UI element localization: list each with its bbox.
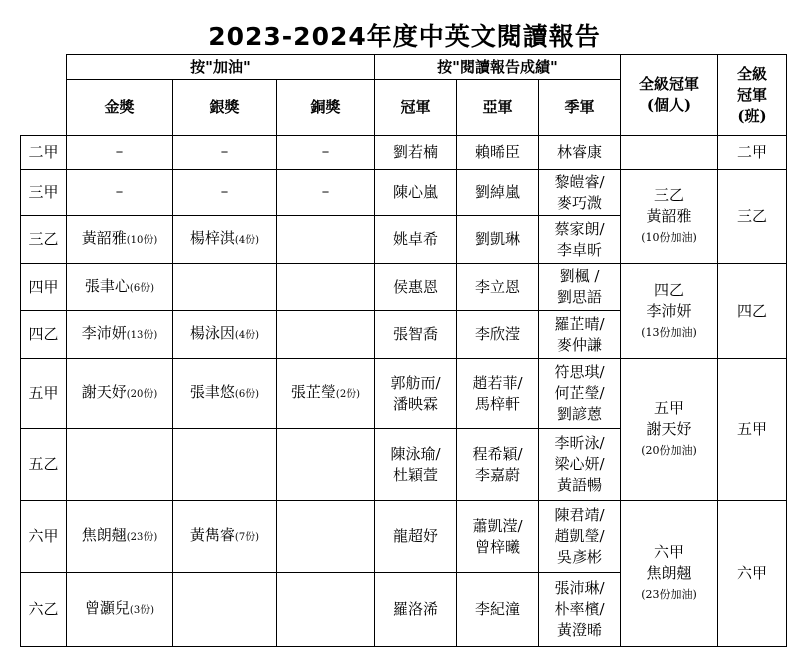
award-name: 黃韶雅	[81, 229, 127, 247]
award-count: (13份)	[126, 330, 158, 341]
award-cell-gold	[67, 573, 173, 647]
student-name: 陳心嵐	[392, 183, 438, 201]
student-name: 李昕泳/	[554, 434, 605, 452]
award-name: –	[321, 182, 330, 200]
student-name: 趙凱瑩/	[554, 527, 605, 545]
student-name: 羅洛浠	[392, 600, 438, 618]
header-grade-class: 全級 冠軍 (班)	[718, 55, 787, 136]
award-cell-bronze	[277, 429, 375, 501]
result-cell-champion	[375, 136, 457, 170]
award-name: 楊泳因	[189, 324, 235, 342]
student-name: 劉思語	[556, 288, 602, 306]
student-name: 何芷瑩/	[554, 384, 605, 402]
student-name: 潘映霖	[392, 394, 438, 413]
report-title: 2023-2024年度中英文閱讀報告	[208, 22, 601, 51]
corner-cell	[21, 55, 67, 136]
student-name: 李嘉蔚	[474, 465, 520, 484]
class-label: 二甲	[21, 136, 67, 170]
grade-individual-cell	[621, 264, 718, 359]
award-name: 曾灝兒	[84, 599, 130, 617]
student-name: 陳泳瑜/	[390, 444, 441, 463]
header-third: 季軍	[539, 80, 621, 136]
result-cell-third	[539, 264, 621, 311]
student-name: 麥仲謙	[556, 335, 602, 354]
result-cell-third	[539, 429, 621, 501]
award-name: 張芷瑩	[290, 383, 336, 401]
grade-class-cell: 四乙	[718, 264, 787, 359]
award-name: –	[220, 142, 229, 160]
result-cell-champion	[375, 170, 457, 216]
result-cell-runner_up	[457, 573, 539, 647]
result-cell-champion	[375, 311, 457, 359]
award-count: (4份)	[234, 235, 260, 246]
table-row	[21, 359, 787, 429]
student-name: 姚卓希	[392, 230, 438, 248]
award-cell-bronze	[277, 216, 375, 264]
result-cell-runner_up	[457, 311, 539, 359]
result-cell-champion	[375, 264, 457, 311]
award-cell-silver	[173, 216, 277, 264]
table-row	[21, 170, 787, 216]
student-name: 麥巧溦	[556, 193, 602, 212]
header-champion: 冠軍	[375, 80, 457, 136]
student-name: 李卓昕	[556, 240, 602, 259]
student-name: 蕭凱滢/	[472, 516, 523, 535]
award-count: (7份)	[234, 532, 260, 543]
award-count: (4份)	[234, 330, 260, 341]
award-cell-gold	[67, 359, 173, 429]
award-name: 楊梓淇	[189, 229, 235, 247]
award-cell-silver	[173, 501, 277, 573]
reading-report-table	[20, 54, 787, 647]
award-cell-silver	[173, 264, 277, 311]
grade-individual-cell	[621, 136, 718, 170]
award-cell-bronze	[277, 359, 375, 429]
grade-individual-class: 三乙	[653, 186, 684, 204]
award-name: 張聿悠	[189, 383, 235, 401]
student-name: 李欣滢	[474, 325, 520, 343]
result-cell-third	[539, 216, 621, 264]
grade-individual-note: (20份加油)	[641, 444, 697, 457]
result-cell-runner_up	[457, 136, 539, 170]
result-cell-champion	[375, 573, 457, 647]
award-count: (20份)	[126, 389, 158, 400]
student-name: 李紀潼	[474, 600, 520, 618]
class-label: 四甲	[21, 264, 67, 311]
student-name: 趙若菲/	[472, 373, 523, 392]
class-label: 六甲	[21, 501, 67, 573]
grade-individual-name: 李沛妍	[646, 301, 692, 320]
student-name: 程希穎/	[472, 444, 523, 463]
student-name: 劉若楠	[392, 143, 438, 161]
student-name: 龍超妤	[392, 527, 438, 545]
result-cell-third	[539, 170, 621, 216]
student-name: 李立恩	[474, 277, 520, 296]
student-name: 蔡家朗/	[554, 219, 605, 238]
grade-individual-cell	[621, 501, 718, 647]
header-gold: 金獎	[67, 80, 173, 136]
grade-class-cell: 二甲	[718, 136, 787, 170]
grade-individual-class: 四乙	[653, 280, 684, 299]
award-cell-silver	[173, 136, 277, 170]
grade-individual-cell	[621, 170, 718, 264]
award-count: (10份)	[126, 235, 158, 246]
result-cell-runner_up	[457, 359, 539, 429]
award-cell-gold	[67, 501, 173, 573]
award-cell-silver	[173, 311, 277, 359]
student-name: 梁心妍/	[554, 455, 605, 473]
student-name: 郭舫而/	[390, 373, 441, 392]
student-name: 黎皚睿/	[554, 172, 605, 191]
award-cell-gold	[67, 136, 173, 170]
student-name: 張智喬	[392, 325, 438, 343]
student-name: 曾梓曦	[474, 537, 520, 556]
award-cell-bronze	[277, 311, 375, 359]
student-name: 符思琪/	[554, 363, 605, 381]
result-cell-third	[539, 311, 621, 359]
group-header-report: 按"閱讀報告成績"	[375, 55, 621, 80]
award-cell-bronze	[277, 136, 375, 170]
award-name: 焦朗翹	[81, 526, 127, 544]
award-cell-bronze	[277, 264, 375, 311]
award-name: 張聿心	[84, 276, 130, 295]
result-cell-runner_up	[457, 170, 539, 216]
student-name: 侯惠恩	[392, 277, 438, 296]
result-cell-third	[539, 359, 621, 429]
award-cell-gold	[67, 216, 173, 264]
result-cell-third	[539, 136, 621, 170]
class-label: 六乙	[21, 573, 67, 647]
award-count: (3份)	[129, 605, 155, 616]
student-name: 黃語暢	[556, 476, 602, 494]
result-cell-third	[539, 501, 621, 573]
result-cell-runner_up	[457, 216, 539, 264]
award-name: –	[220, 182, 229, 200]
grade-individual-class: 六甲	[653, 543, 684, 561]
result-cell-champion	[375, 216, 457, 264]
grade-individual-class: 五甲	[653, 399, 684, 417]
result-cell-champion	[375, 501, 457, 573]
student-name: 吳彥彬	[556, 548, 602, 566]
grade-individual-name: 謝天妤	[646, 420, 692, 438]
award-cell-gold	[67, 264, 173, 311]
table-row	[21, 264, 787, 311]
result-cell-champion	[375, 429, 457, 501]
table-row	[21, 136, 787, 170]
class-label: 三甲	[21, 170, 67, 216]
award-cell-gold	[67, 429, 173, 501]
student-name: 張沛琳/	[554, 579, 605, 597]
group-header-cheer: 按"加油"	[67, 55, 375, 80]
award-name: –	[321, 142, 330, 160]
award-cell-silver	[173, 170, 277, 216]
class-label: 五乙	[21, 429, 67, 501]
student-name: 劉楓 /	[559, 267, 600, 285]
award-count: (23份)	[126, 532, 158, 543]
award-count: (6份)	[234, 389, 260, 400]
award-cell-silver	[173, 429, 277, 501]
award-cell-bronze	[277, 573, 375, 647]
award-name: –	[115, 142, 124, 160]
grade-individual-name: 黃韶雅	[646, 207, 692, 225]
student-name: 杜穎萱	[392, 465, 438, 484]
student-name: 林睿康	[556, 143, 602, 161]
grade-individual-cell	[621, 359, 718, 501]
student-name: 黃澄晞	[556, 621, 602, 639]
class-label: 五甲	[21, 359, 67, 429]
award-name: 李沛妍	[81, 324, 127, 342]
grade-class-cell: 五甲	[718, 359, 787, 501]
award-count: (6份)	[129, 282, 155, 294]
grade-individual-name: 焦朗翹	[646, 564, 692, 582]
award-cell-bronze	[277, 170, 375, 216]
award-cell-gold	[67, 311, 173, 359]
award-cell-bronze	[277, 501, 375, 573]
grade-individual-note: (10份加油)	[641, 231, 697, 244]
award-cell-silver	[173, 359, 277, 429]
header-grade-individual: 全級冠軍 (個人)	[621, 55, 718, 136]
student-name: 劉綽嵐	[474, 183, 520, 201]
result-cell-third	[539, 573, 621, 647]
award-name: –	[115, 182, 124, 200]
result-cell-runner_up	[457, 501, 539, 573]
award-name: 黃雋睿	[189, 526, 235, 544]
header-bronze: 銅獎	[277, 80, 375, 136]
student-name: 馬梓軒	[474, 394, 520, 413]
header-silver: 銀獎	[173, 80, 277, 136]
result-cell-runner_up	[457, 429, 539, 501]
student-name: 賴晞臣	[474, 143, 520, 161]
header-runner-up: 亞軍	[457, 80, 539, 136]
award-cell-gold	[67, 170, 173, 216]
student-name: 羅芷晴/	[554, 314, 605, 333]
student-name: 朴率檳/	[554, 600, 605, 618]
award-cell-silver	[173, 573, 277, 647]
class-label: 四乙	[21, 311, 67, 359]
award-count: (2份)	[335, 389, 361, 400]
student-name: 陳君靖/	[554, 506, 605, 524]
grade-class-cell: 三乙	[718, 170, 787, 264]
student-name: 劉凱琳	[474, 230, 520, 248]
class-label: 三乙	[21, 216, 67, 264]
result-cell-runner_up	[457, 264, 539, 311]
award-name: 謝天妤	[81, 383, 127, 401]
grade-individual-note: (23份加油)	[641, 588, 697, 601]
grade-class-cell: 六甲	[718, 501, 787, 647]
student-name: 劉諺蒽	[556, 405, 602, 423]
table-row	[21, 501, 787, 573]
result-cell-champion	[375, 359, 457, 429]
grade-individual-note: (13份加油)	[641, 325, 697, 339]
